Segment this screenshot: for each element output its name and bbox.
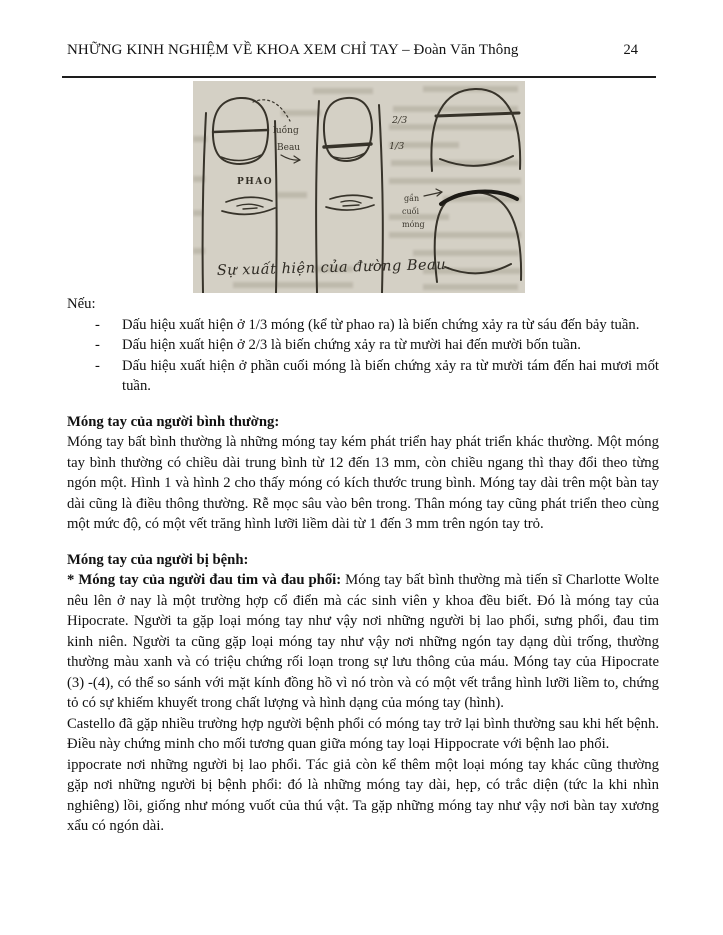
paragraph-lead-rest: Móng tay bất bình thường mà tiến sĩ Charlotte Wolte nêu lên ở nay là một trường hợp cổ điển mà các sinh viên y khoa đều biết. Đó là móng tay của Hipocrate. Người ta gặp loại móng tay như vậy nơi những người bị lao phổi, sưng phổi, đau tim kinh niên. Người ta cũng gặp loại móng tay như vậy nơi những ngón tay dạng dùi trống, thường thường màu xanh và có triệu chứng rối loạn trong sự lưu thông của máu. Móng tay của Hipocrate (3) -(4), có thể so sánh với mặt kính đồng hồ vì nó tròn và có một vết trắng hình lưỡi liềm to, chứng tỏ có sự khiếm khuyết trong chất lượng và hình dạng của móng tay (hình).: [67, 572, 660, 711]
luong-label-text: luồng: [273, 126, 299, 136]
paragraph-normal-nails: Móng tay bất bình thường là những móng tay kém phát triển hay phát triển khác thường. Một móng tay bình thường có chiều dài trung bình từ 12 đến 13 mm, còn chiều ngang thì thay đổi theo từng ngón một. Hình 1 và hình 2 cho thấy móng có kích thước trung bình. Móng tay dài trên một bàn tay dài cũng là điều thông thường. Rễ mọc sâu vào bên trong. Thân móng tay cũng phát triển theo cùng một mức độ, có một vết trăng hình lưỡi liềm dài từ 1 đến 3 mm trên ngón tay trỏ.: [67, 434, 659, 532]
phao-label: PHAO: [237, 177, 274, 187]
body-text: [67, 294, 659, 837]
beau-label-text: Beau: [277, 143, 301, 153]
list-marker: -: [95, 357, 100, 374]
paragraph-heart-lung: [67, 570, 659, 714]
list-item-text: Dấu hiệu xuất hiện ở 1/3 móng (kể từ phao ra) là biến chứng xảy ra từ sáu đến bảy tuần.: [122, 316, 640, 333]
two-thirds-label: 2/3: [392, 115, 408, 126]
paragraph-castello: Castello đã gặp nhiều trường hợp người bệnh phổi có móng tay trở lại bình thường sau khi hết bệnh. Điều này chứng minh cho mối tương quan giữa móng tay loại Hippocrate với bệnh lao phổi.: [67, 715, 659, 752]
list-item-text: Dấu hiện xuất hiện ở 2/3 là biến chứng xảy ra từ mười hai đến mười bốn tuần.: [122, 337, 581, 353]
list-item: [67, 356, 659, 397]
mong-label-text: móng: [402, 220, 425, 229]
header-rule: [62, 76, 656, 78]
nail-diagram-figure: [193, 81, 525, 293]
figure-caption: Sự xuất hiện của đường Beau.: [216, 256, 452, 279]
page-header: [67, 42, 638, 59]
list-marker: -: [95, 337, 100, 353]
list-item: [67, 315, 659, 336]
section-heading-normal-nails: Móng tay của người bình thường:: [67, 413, 280, 430]
cuoi-label-text: cuối: [402, 207, 420, 216]
gan-label-text: gần: [404, 194, 420, 203]
header-title: NHỮNG KINH NGHIỆM VỀ KHOA XEM CHỈ TAY – Đoàn Văn Thông: [67, 42, 519, 58]
page-number: 24: [623, 42, 638, 58]
list-item-text: Dấu hiệu xuất hiện ở phần cuối móng là biến chứng xảy ra từ mười tám đến hai mươi mốt tuần.: [122, 357, 659, 394]
neu-label: Nếu:: [67, 296, 96, 312]
list-item: [67, 335, 659, 356]
paragraph-hippocrate: ippocrate nơi những người bị lao phổi. Tác giả còn kể thêm một loại móng tay khác cũng thường gặp nơi những người bị bệnh phổi: đó là những móng tay dài, hẹp, có trắc diện (tức la khi nhìn nghiêng) lồi, giống như móng vuốt của thú vật. Ta gặp những móng tay như vậy nơi bàn tay xương xẩu có ngón dài.: [67, 756, 659, 834]
paragraph-lead-bold: * Móng tay của người đau tim và đau phổi:: [67, 572, 342, 588]
one-third-label: 1/3: [389, 141, 405, 152]
section-heading-sick-nails: Móng tay của người bị bệnh:: [67, 551, 249, 568]
list-marker: -: [95, 316, 100, 333]
